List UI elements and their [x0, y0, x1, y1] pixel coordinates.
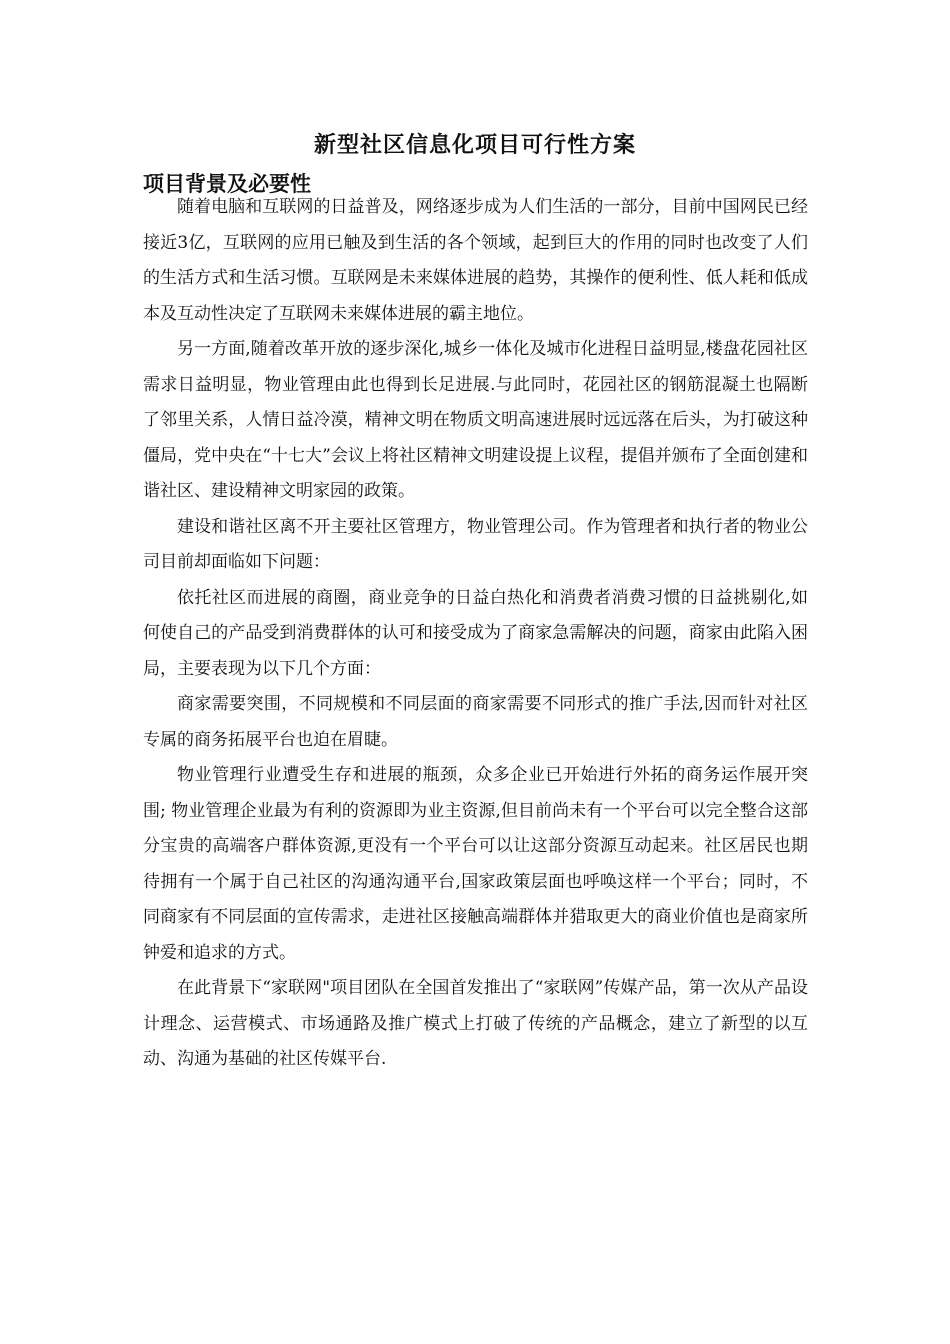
paragraph: 随着电脑和互联网的日益普及，网络逐步成为人们生活的一部分，目前中国网民已经接近3亿，互联网的应用已触及到生活的各个领域，起到巨大的作用的同时也改变了人们的生活方式和生活习惯。互联网是未来媒体进展的趋势，其操作的便利性、低人耗和低成本及互动性决定了互联网未来媒体进展的霸主地位。	[143, 197, 808, 324]
document-body	[143, 190, 808, 1078]
section-heading: 项目背景及必要性	[143, 172, 311, 196]
paragraph: 在此背景下“家联网"项目团队在全国首发推出了“家联网”传媒产品，第一次从产品设计理念、运营模式、市场通路及推广模式上打破了传统的产品概念，建立了新型的以互动、沟通为基础的社区传媒平台.	[143, 978, 808, 1069]
paragraph: 物业管理行业遭受生存和进展的瓶颈，众多企业已开始进行外拓的商务运作展开突围; 物业管理企业最为有利的资源即为业主资源,但目前尚未有一个平台可以完全整合这部分宝贵的高端客户群体资源,更没有一个平台可以让这部分资源互动起来。社区居民也期待拥有一个属于自己社区的沟通沟通平台,国家政策层面也呼唤这样一个平台；同时，不同商家有不同层面的宣传需求，走进社区接触高端群体并猎取更大的商业价值也是商家所钟爱和追求的方式。	[143, 765, 808, 963]
paragraph: 商家需要突围，不同规模和不同层面的商家需要不同形式的推广手法,因而针对社区专属的商务拓展平台也迫在眉睫。	[143, 694, 808, 750]
paragraph: 另一方面,随着改革开放的逐步深化,城乡一体化及城市化进程日益明显,楼盘花园社区需求日益明显，物业管理由此也得到长足进展.与此同时，花园社区的钢筋混凝土也隔断了邻里关系，人情日益冷漠，精神文明在物质文明高速进展时远远落在后头，为打破这种僵局，党中央在“十七大”会议上将社区精神文明建设提上议程，提倡并颁布了全面创建和谐社区、建设精神文明家园的政策。	[143, 339, 808, 501]
document-title: 新型社区信息化项目可行性方案	[313, 133, 636, 158]
paragraph: 依托社区而进展的商圈，商业竞争的日益白热化和消费者消费习惯的日益挑剔化,如何使自己的产品受到消费群体的认可和接受成为了商家急需解决的问题，商家由此陷入困局，主要表现为以下几个方面：	[143, 587, 808, 679]
paragraph: 建设和谐社区离不开主要社区管理方，物业管理公司。作为管理者和执行者的物业公司目前却面临如下问题：	[143, 516, 808, 572]
